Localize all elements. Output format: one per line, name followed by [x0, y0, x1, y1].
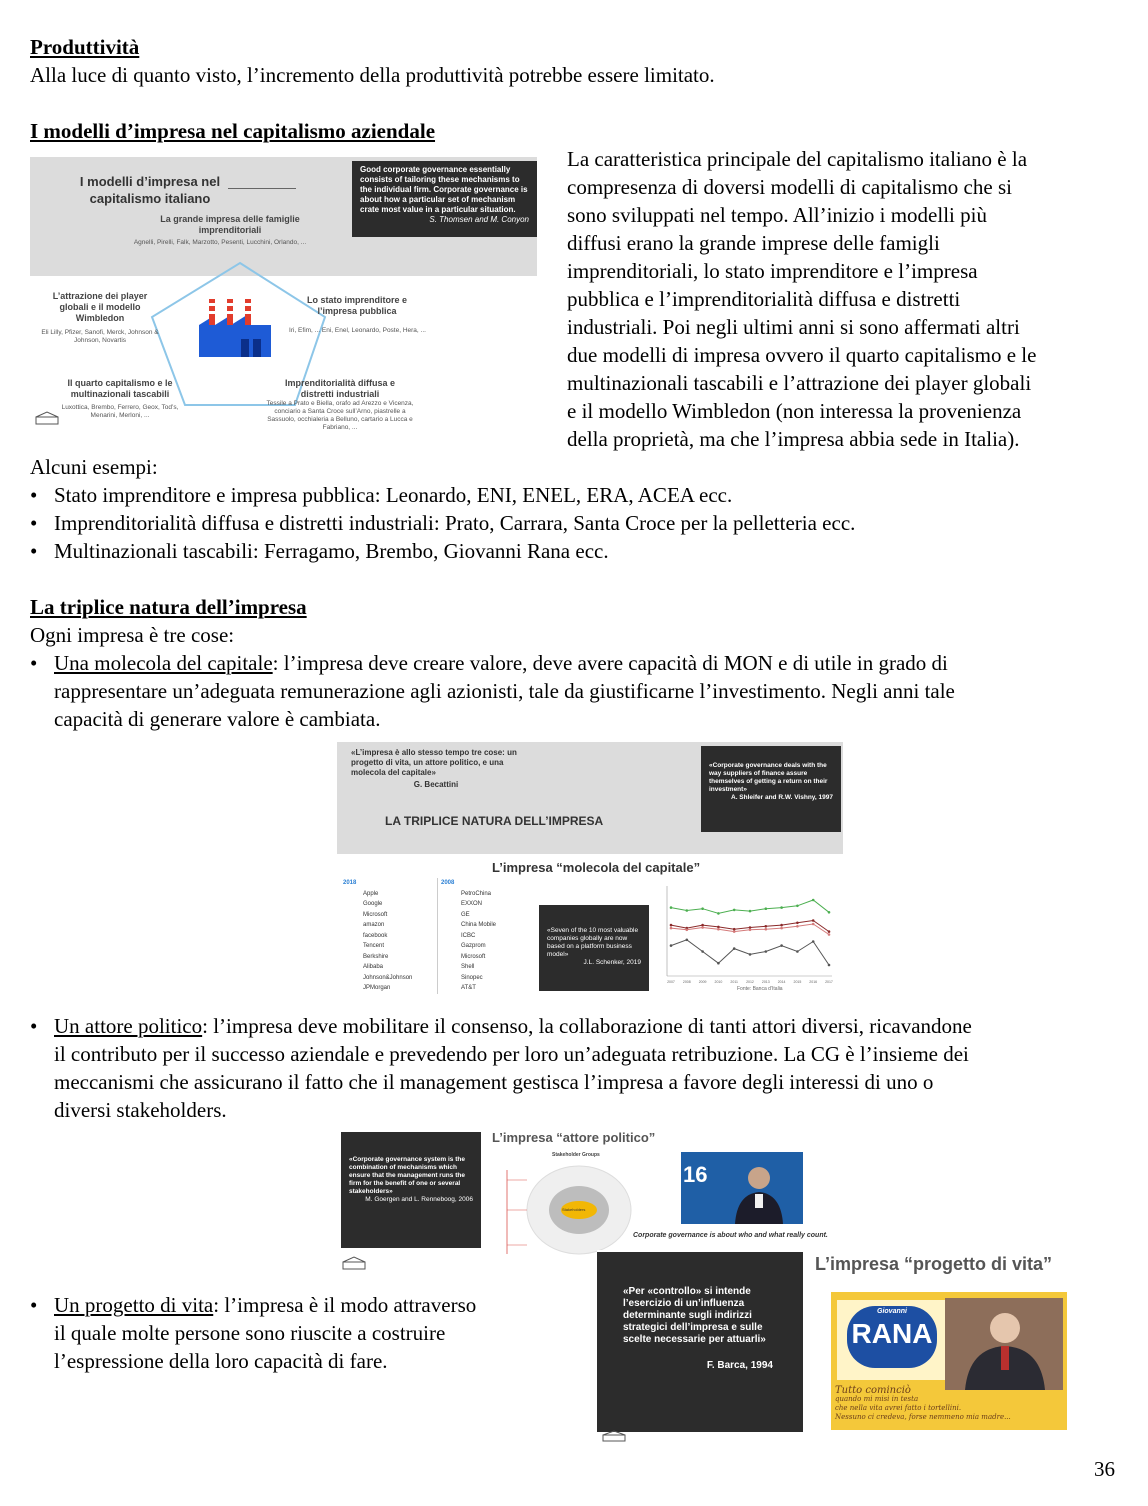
- becattini-quote-box: [351, 748, 521, 790]
- modelli-line-3: sono sviluppati nel tempo. All’inizio i modelli più: [567, 203, 987, 227]
- bullet-icon: •: [30, 511, 38, 535]
- slide2-title: LA TRIPLICE NATURA DELL’IMPRESA: [385, 814, 604, 828]
- examples-intro: Alcuni esempi:: [30, 455, 158, 479]
- chart-point: [765, 925, 768, 928]
- chart-x-tick: 2012: [746, 980, 754, 984]
- chart-x-tick: 2008: [682, 980, 691, 984]
- item-progetto: [54, 1291, 574, 1375]
- table-row: Microsoft: [363, 911, 388, 918]
- page-number: 36: [1094, 1457, 1115, 1481]
- chart-point: [780, 927, 783, 930]
- item-progetto-line-1: : l’impresa è il modo attraverso: [213, 1293, 477, 1317]
- table-row: PetroChina: [461, 890, 492, 897]
- goergen-author: M. Goergen and L. Renneboog, 2006: [365, 1196, 473, 1203]
- table-row: Gazprom: [461, 943, 486, 949]
- chart-point: [701, 907, 704, 910]
- shleifer-author: A. Shleifer and R.W. Vishny, 1997: [731, 794, 833, 801]
- slide1-left-label: L’attrazione dei player globali e il modello Wimbledon: [52, 291, 148, 323]
- goergen-quote: «Corporate governance system is the combination of mechanisms which ensure that the management runs the firm for the benefit of one or several stakeholders»: [349, 1156, 465, 1195]
- table-row: China Mobile: [461, 922, 497, 928]
- chart-point: [780, 906, 783, 909]
- chart-x-tick: 2009: [698, 980, 707, 984]
- chart-point: [749, 910, 752, 913]
- table-row: Shell: [461, 964, 475, 970]
- table-2008-year: 2008: [441, 880, 455, 886]
- chart-point: [780, 924, 783, 927]
- example-item-3: Multinazionali tascabili: Ferragamo, Brembo, Giovanni Rana ecc.: [54, 539, 609, 563]
- chart-point: [733, 928, 736, 931]
- chart-x-tick: 2015: [793, 980, 802, 984]
- chart-x-tick: 2013: [761, 980, 770, 984]
- diagram-title: Stakeholder Groups: [552, 1152, 600, 1158]
- shleifer-quote: «Corporate governance deals with the way suppliers of finance assure themselves of getting a return on their investment»: [709, 762, 828, 793]
- rana-logo: [837, 1300, 947, 1380]
- table-row: Google: [363, 901, 383, 907]
- table-row: EXXON: [461, 901, 483, 907]
- slide4-title: L’impresa “progetto di vita”: [815, 1254, 1053, 1274]
- chart-point: [749, 929, 752, 932]
- chart-point: [717, 912, 720, 915]
- chart-point: [670, 927, 673, 930]
- modelli-line-1: La caratteristica principale del capitalismo italiano è la: [567, 147, 1028, 171]
- chart-point: [686, 929, 689, 932]
- shleifer-quote-box: [701, 746, 841, 832]
- chart-point: [796, 925, 799, 928]
- table-2018: [343, 878, 433, 994]
- becattini-author: G. Becattini: [413, 780, 459, 789]
- chart-point: [765, 907, 768, 910]
- chart-point: [812, 923, 815, 926]
- university-logo-icon: [34, 411, 60, 425]
- triplice-intro: Ogni impresa è tre cose:: [30, 623, 235, 647]
- chart-point: [717, 962, 720, 965]
- section-title-triplice: La triplice natura dell’impresa: [30, 595, 307, 619]
- chart-point: [828, 964, 831, 967]
- table-row: Sinopec: [461, 974, 483, 981]
- chart-point: [733, 947, 736, 950]
- slide1-top-label: La grande impresa delle famiglie imprenditoriali: [160, 214, 300, 235]
- rana-script-line: Tutto cominciò: [835, 1385, 911, 1396]
- slide-modelli-impresa: [30, 157, 537, 431]
- example-item-2: Imprenditorialità diffusa e distretti industriali: Prato, Carrara, Santa Croce per la pelletteria ecc.: [54, 511, 856, 535]
- chart-x-tick: 2011: [730, 980, 738, 984]
- chart-point: [686, 939, 689, 942]
- chart-x-tick: 2010: [714, 980, 723, 984]
- modelli-line-2: compresenza di doversi modelli di capitalismo che si: [567, 175, 1012, 199]
- chart-point: [686, 909, 689, 912]
- schenker-quote-box: [539, 905, 649, 991]
- chart-point: [670, 924, 673, 927]
- slide3-caption: Corporate governance is about who and what really count.: [633, 1232, 828, 1239]
- rana-ad: [831, 1292, 1067, 1430]
- section-title-produttivita: Produttività: [30, 35, 140, 59]
- person-icon: [721, 1160, 791, 1224]
- item-molecola-line-2: rappresentare un’adeguata remunerazione agli azionisti, tale da giustificarne l’investimento. Negli anni tale: [54, 679, 955, 703]
- line-chart: [657, 882, 837, 986]
- item-attore: [54, 1012, 1134, 1124]
- item-progetto-line-3: l’espressione della loro capacità di fare.: [54, 1349, 388, 1373]
- rana-brand-top: Giovanni: [877, 1308, 907, 1315]
- chart-point: [701, 950, 704, 953]
- modelli-line-11: della proprietà, ma che l’impresa abbia sede in Italia).: [567, 427, 1020, 451]
- table-row: JPMorgan: [363, 985, 391, 991]
- university-logo-icon: [341, 1256, 367, 1270]
- item-attore-line-2: il contributo per il successo aziendale e prevedendo per loro un’adeguata retribuzione. La CG è l’insieme dei: [54, 1042, 969, 1066]
- chart-x-tick: 2007: [667, 980, 675, 984]
- modelli-line-9: multinazionali tascabili e l’attrazione dei player globali: [567, 371, 1032, 395]
- slide1-right-label: Lo stato imprenditore e l’impresa pubblica: [306, 295, 407, 316]
- table-row: facebook: [363, 932, 388, 939]
- item-attore-line-4: diversi stakeholders.: [54, 1098, 227, 1122]
- chart-x-tick: 2017: [825, 980, 833, 984]
- produttivita-text: Alla luce di quanto visto, l’incremento della produttività potrebbe essere limitato.: [30, 63, 715, 87]
- barca-author: F. Barca, 1994: [706, 1360, 773, 1371]
- barca-quote: «Per «controllo» si intende l’esercizio di un’influenza determinante sugli indirizzi strategici dell’impresa e sulle scelte necessarie per attuarli»: [623, 1286, 766, 1345]
- stakeholder-diagram: [497, 1150, 637, 1260]
- slide1-top-sub: Agnelli, Pirelli, Falk, Marzotto, Pesenti, Lucchini, Orlando, ...: [133, 239, 307, 246]
- rana-script: [835, 1386, 1065, 1422]
- modelli-line-6: pubblica e l’imprenditorialità diffusa e distretti: [567, 287, 961, 311]
- chart-source: Fonte: Banca d’Italia: [737, 986, 783, 992]
- item-molecola-line-1: : l’impresa deve creare valore, deve avere capacità di MON e di utile in grado di: [272, 651, 948, 675]
- table-2008: [437, 878, 531, 994]
- table-row: Apple: [363, 890, 379, 897]
- table-row: AT&T: [461, 985, 476, 991]
- table-2018-year: 2018: [343, 880, 357, 886]
- photo-badge: 16: [683, 1162, 708, 1187]
- chart-x-tick: 2014: [777, 980, 786, 984]
- chart-point: [717, 928, 720, 931]
- factory-icon: [195, 297, 275, 359]
- item-molecola-line-3: capacità di generare valore è cambiata.: [54, 707, 381, 731]
- table-row: Berkshire: [363, 953, 389, 960]
- slide1-quote-box: [352, 161, 537, 237]
- modelli-line-10: e il modello Wimbledon (non interessa la provenienza: [567, 399, 1022, 423]
- example-item-1: Stato imprenditore e impresa pubblica: Leonardo, ENI, ENEL, ERA, ACEA ecc.: [54, 483, 733, 507]
- slide1-title: I modelli d’impresa nel capitalismo italiano: [79, 174, 221, 206]
- chart-point: [828, 930, 831, 933]
- item-attore-line-3: meccanismi che assicurano il fatto che il management gestisca l’impresa a favore degli interessi di uno o: [54, 1070, 934, 1094]
- table-row: Tencent: [363, 943, 385, 949]
- becattini-quote: «L’impresa è allo stesso tempo tre cose: un progetto di vita, un attore politico, e una molecola del capitale»: [351, 748, 517, 777]
- chart-point: [796, 950, 799, 953]
- chart-point: [717, 926, 720, 929]
- slide1-bl-label: Il quarto capitalismo e le multinazionali tascabili: [67, 378, 173, 399]
- table-row: Johnson&Johnson: [363, 974, 413, 981]
- chart-x-tick: 2016: [809, 980, 818, 984]
- chart-point: [733, 930, 736, 933]
- item-molecola-term: Una molecola del capitale: [54, 651, 273, 675]
- slide-attore-politico: [337, 1128, 843, 1270]
- rana-script-line: quando mi misi in testa: [835, 1395, 919, 1403]
- chart-point: [670, 906, 673, 909]
- chart-point: [749, 953, 752, 956]
- chart-point: [765, 950, 768, 953]
- rana-brand: RANA: [851, 1318, 933, 1349]
- table-row: Microsoft: [461, 953, 486, 960]
- table-row: GE: [461, 911, 470, 918]
- chart-point: [670, 944, 673, 947]
- slide3-title: L’impresa “attore politico”: [492, 1130, 656, 1145]
- item-progetto-line-2: il quale molte persone sono riuscite a costruire: [54, 1321, 446, 1345]
- chart-point: [796, 922, 799, 925]
- item-attore-term: Un attore politico: [54, 1014, 203, 1038]
- bullet-icon: •: [30, 483, 38, 507]
- table-row: amazon: [363, 922, 385, 928]
- chart-point: [796, 905, 799, 908]
- table-row: Alibaba: [363, 964, 384, 970]
- chart-point: [733, 909, 736, 912]
- modelli-line-7: industriali. Poi negli ultimi anni si sono affermati altri: [567, 315, 1020, 339]
- modelli-paragraph: [567, 145, 1127, 453]
- rana-script-line: Nessuno ci credeva, forse nemmeno mia madre...: [835, 1413, 1011, 1421]
- chart-point: [812, 919, 815, 922]
- university-logo-icon: [601, 1430, 627, 1442]
- table-row: ICBC: [461, 932, 476, 939]
- diagram-center: Stakeholders: [562, 1207, 586, 1212]
- item-progetto-term: Un progetto di vita: [54, 1293, 214, 1317]
- slide1-bl-sub: Luxottica, Brembo, Ferrero, Geox, Tod’s, Menarini, Merloni, ...: [61, 404, 179, 419]
- slide-triplice-natura: [337, 742, 843, 998]
- bullet-icon: •: [30, 1293, 38, 1317]
- modelli-line-5: imprenditoriali, lo stato imprenditore e l’impresa: [567, 259, 978, 283]
- slide1-quote-author: S. Thomsen and M. Conyon: [429, 215, 529, 224]
- item-molecola: [54, 649, 1134, 733]
- slide-progetto-vita: [597, 1250, 1093, 1442]
- slide2-subtitle: L’impresa “molecola del capitale”: [492, 860, 701, 875]
- item-attore-line-1: : l’impresa deve mobilitare il consenso, la collaborazione di tanti attori diversi, ricavandone: [202, 1014, 972, 1038]
- schenker-quote: «Seven of the 10 most valuable companies globally are now based on a platform business model»: [547, 927, 639, 958]
- chart-series-line: [671, 940, 829, 965]
- rana-photo: [945, 1298, 1063, 1390]
- bullet-icon: •: [30, 651, 38, 675]
- chart-point: [701, 926, 704, 929]
- chart-point: [812, 940, 815, 943]
- slide1-quote: Good corporate governance essentially consists of tailoring these mechanisms to the individual firm. Corporate governance is about how a particular set of mechanism crate most value in a particular situation.: [360, 165, 528, 214]
- chart-point: [765, 928, 768, 931]
- chart-point: [701, 924, 704, 927]
- chart-point: [828, 911, 831, 914]
- bullet-icon: •: [30, 539, 38, 563]
- chart-point: [749, 926, 752, 929]
- slide1-right-sub: Iri, Efim, ... Eni, Enel, Leonardo, Poste, Hera, ...: [289, 327, 426, 334]
- barca-quote-box: [597, 1252, 803, 1432]
- chart-point: [812, 899, 815, 902]
- chart-point: [780, 944, 783, 947]
- goergen-quote-box: [341, 1132, 481, 1248]
- slide1-br-label: Imprenditorialità diffusa e distretti industriali: [284, 378, 396, 399]
- section-title-modelli: I modelli d’impresa nel capitalismo aziendale: [30, 119, 436, 143]
- rana-script-line: che nella vita avrei fatto i tortellini.: [835, 1404, 962, 1412]
- photo-speaker: [681, 1152, 803, 1224]
- bullet-icon: •: [30, 1014, 38, 1038]
- slide1-left-sub: Eli Lilly, Pfizer, Sanofi, Merck, Johnson & Johnson, Novartis: [41, 329, 159, 344]
- slide1-br-sub: Tessile a Prato e Biella, orafo ad Arezzo e Vicenza, conciario a Santa Croce sull’Arno, piastrelle a Sassuolo, occhialeria a Belluno, cartario a Lucca e Fabriano, ...: [266, 400, 414, 431]
- modelli-line-8: due modelli di impresa ovvero il quarto capitalismo e le: [567, 343, 1037, 367]
- chart-point: [828, 933, 831, 936]
- schenker-author: J.L. Schenker, 2019: [583, 959, 641, 966]
- modelli-line-4: diffusi erano la grande imprese delle famigli: [567, 231, 940, 255]
